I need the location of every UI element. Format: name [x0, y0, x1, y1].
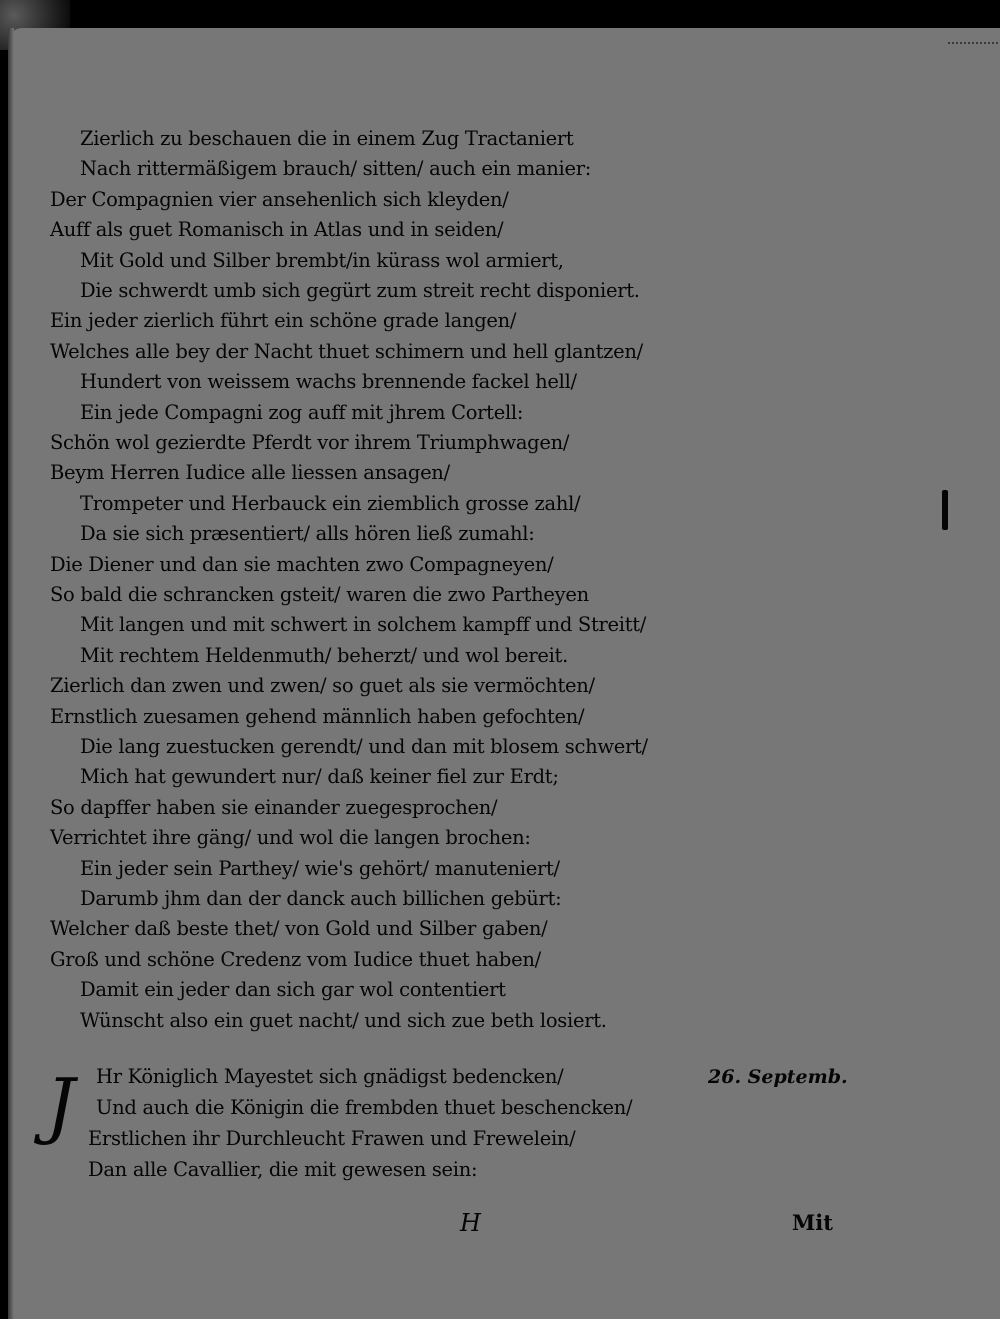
marginal-date-note: 26. Septemb.	[708, 1066, 848, 1088]
verse-line: Wünscht also ein guet nacht/ und sich zue beth losiert.	[80, 1008, 607, 1032]
stanza-line: Hr Königlich Mayestet sich gnädigst bedencken/	[96, 1065, 564, 1088]
verse-line: Damit ein jeder dan sich gar wol contentiert	[80, 978, 506, 1002]
drop-cap-initial: J	[46, 1063, 75, 1147]
catchword: Mit	[792, 1210, 833, 1235]
stanza-line: Und auch die Königin die frembden thuet beschencken/	[96, 1096, 633, 1119]
verse-line: Mich hat gewundert nur/ daß keiner fiel zur Erdt;	[80, 765, 559, 789]
verse-line: Da sie sich præsentiert/ alls hören ließ zumahl:	[80, 522, 535, 546]
verse-line: Hundert von weissem wachs brennende fackel hell/	[80, 370, 577, 394]
verse-line: Die schwerdt umb sich gegürt zum streit recht disponiert.	[80, 279, 640, 302]
verse-line: Mit rechtem Heldenmuth/ beherzt/ und wol bereit.	[80, 643, 568, 667]
verse-line: Die Diener und dan sie machten zwo Compagneyen/	[50, 552, 554, 576]
book-page	[8, 28, 1000, 1319]
stanza-line: Erstlichen ihr Durchleucht Frawen und Frewelein/	[88, 1127, 576, 1150]
verse-line: Ein jeder zierlich führt ein schöne grade langen/	[50, 309, 517, 333]
verse-line: So dapffer haben sie einander zuegesprochen/	[50, 795, 498, 819]
verse-line: Mit Gold und Silber brembt/in kürass wol armiert,	[80, 248, 564, 272]
verse-line: Trompeter und Herbauck ein ziemblich grosse zahl/	[80, 491, 581, 515]
verse-line: Welcher daß beste thet/ von Gold und Silber gaben/	[50, 917, 548, 941]
signature-mark: H	[460, 1209, 481, 1237]
page-edge-shadow	[8, 28, 14, 1319]
verse-line: Nach rittermäßigem brauch/ sitten/ auch ein manier:	[80, 157, 592, 181]
verse-line: Ein jede Compagni zog auff mit jhrem Cortell:	[80, 400, 524, 424]
verse-line: Mit langen und mit schwert in solchem kampff und Streitt/	[80, 613, 647, 637]
verse-line: Der Compagnien vier ansehenlich sich kleyden/	[50, 187, 509, 211]
verse-line: Schön wol gezierdte Pferdt vor ihrem Triumphwagen/	[50, 431, 570, 454]
verse-line: Zierlich dan zwen und zwen/ so guet als sie vermöchten/	[50, 674, 595, 698]
verse-line: Beym Herren Iudice alle liessen ansagen/	[50, 461, 450, 485]
page-corner-marks	[948, 42, 998, 94]
verse-line: Ernstlich zuesamen gehend männlich haben gefochten/	[50, 704, 585, 728]
verse-line: Verrichtet ihre gäng/ und wol die langen brochen:	[50, 826, 531, 850]
verse-line: Die lang zuestucken gerendt/ und dan mit blosem schwert/	[80, 735, 648, 758]
stanza-line: Dan alle Cavallier, die mit gewesen sein:	[88, 1158, 478, 1181]
verse-line: Auff als guet Romanisch in Atlas und in seiden/	[50, 218, 504, 242]
verse-line: So bald die schrancken gsteit/ waren die zwo Partheyen	[50, 583, 589, 606]
verse-line: Groß und schöne Credenz vom Iudice thuet haben/	[50, 947, 541, 971]
margin-ink-mark	[942, 490, 948, 530]
verse-line: Ein jeder sein Parthey/ wie's gehört/ manuteniert/	[80, 856, 560, 880]
verse-line: Zierlich zu beschauen die in einem Zug Tractaniert	[80, 127, 574, 150]
verse-line: Welches alle bey der Nacht thuet schimern und hell glantzen/	[50, 339, 643, 363]
verse-line: Darumb jhm dan der danck auch billichen gebürt:	[80, 887, 562, 910]
